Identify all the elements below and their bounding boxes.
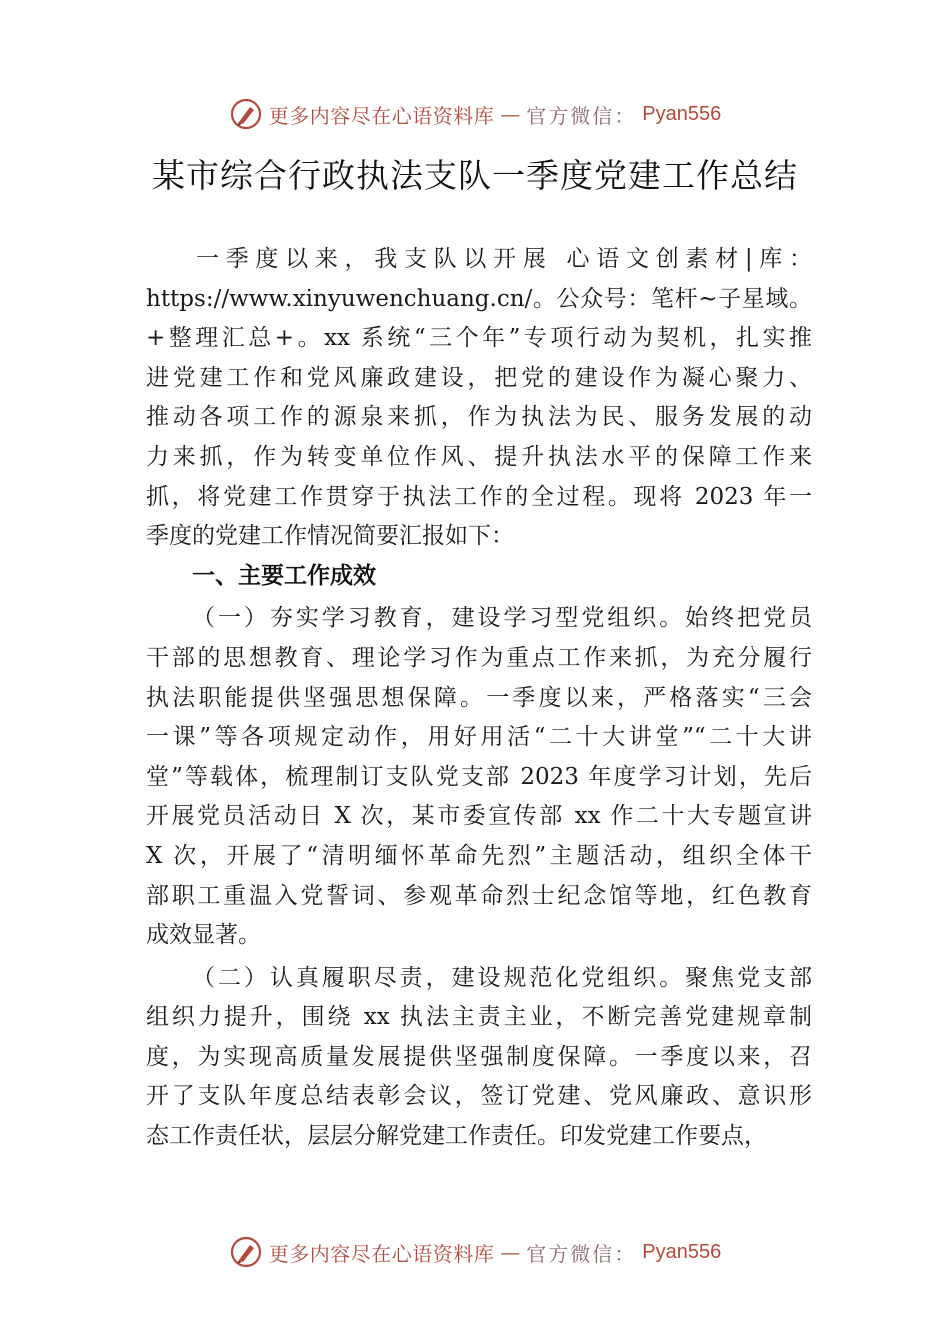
banner-wechat-id: Pyan556 <box>642 102 722 125</box>
paragraph-duty-performance <box>146 959 812 1157</box>
text-line: （一）夯实学习教育，建设学习型党组织。始终把党员 <box>192 605 812 632</box>
text-line: 成效显著。 <box>146 922 261 949</box>
header-watermark-banner <box>0 94 950 134</box>
text-line: https://www.xinyuwenchuang.cn/。公众号：笔杆~子星域。 <box>146 285 812 312</box>
text-line: （二）认真履职尽责，建设规范化党组织。聚焦党支部 <box>192 964 812 991</box>
paragraph-study-education <box>146 599 812 955</box>
banner-slogan: 更多内容尽在心语资料库 <box>268 103 495 128</box>
text-line: 执法职能提供坚强思想保障。一季度以来，严格落实“三会 <box>146 684 812 711</box>
text-line: 推动各项工作的源泉来抓，作为执法为民、服务发展的动 <box>146 404 812 431</box>
text-line: 态工作责任状，层层分解党建工作责任。印发党建工作要点， <box>146 1123 767 1150</box>
pen-logo-icon <box>229 97 263 131</box>
text-line: 季度的党建工作情况简要汇报如下： <box>146 523 514 550</box>
text-line: 开展党员活动日 X 次，某市委宣传部 xx 作二十大专题宣讲 <box>146 803 812 830</box>
banner-separator: — <box>500 1240 521 1264</box>
text-line: 开了支队年度总结表彰会议，签订党建、党风廉政、意识形 <box>146 1083 812 1110</box>
text-line: 一课”等各项规定动作，用好用活“二十大讲堂”“二十大讲 <box>146 724 812 751</box>
text-line: 度，为实现高质量发展提供坚强制度保障。一季度以来，召 <box>146 1043 812 1070</box>
text-line: +整理汇总+。xx 系统“三个年”专项行动为契机，扎实推 <box>146 325 812 352</box>
banner-label: 官方微信： <box>526 1241 637 1266</box>
text-line: X 次，开展了“清明缅怀革命先烈”主题活动，组织全体干 <box>146 842 812 869</box>
text-line: 力来抓，作为转变单位作风、提升执法水平的保障工作来 <box>146 443 812 470</box>
banner-wechat-id: Pyan556 <box>642 1240 722 1263</box>
text-line: 进党建工作和党风廉政建设，把党的建设作为凝心聚力、 <box>146 364 812 391</box>
text-line: 一季度以来，我支队以开展 心语文创素材|库： <box>196 246 812 272</box>
document-body <box>146 240 812 1157</box>
text-line: 抓，将党建工作贯穿于执法工作的全过程。现将 2023 年一 <box>146 483 812 510</box>
document-title: 某市综合行政执法支队一季度党建工作总结 <box>152 156 798 195</box>
footer-watermark-banner <box>0 1232 950 1272</box>
pen-logo-icon <box>229 1235 263 1269</box>
text-line: 部职工重温入党誓词、参观革命烈士纪念馆等地，红色教育 <box>146 882 812 909</box>
intro-paragraph <box>146 240 812 557</box>
banner-label: 官方微信： <box>526 103 637 128</box>
text-line: 干部的思想教育、理论学习作为重点工作来抓，为充分履行 <box>146 644 812 671</box>
section-heading: 一、主要工作成效 <box>192 562 376 589</box>
text-line: 组织力提升，围绕 xx 执法主责主业，不断完善党建规章制 <box>146 1004 812 1031</box>
banner-slogan: 更多内容尽在心语资料库 <box>268 1241 495 1266</box>
text-line: 堂”等载体，梳理制订支队党支部 2023 年度学习计划，先后 <box>146 763 812 790</box>
banner-separator: — <box>500 102 521 126</box>
